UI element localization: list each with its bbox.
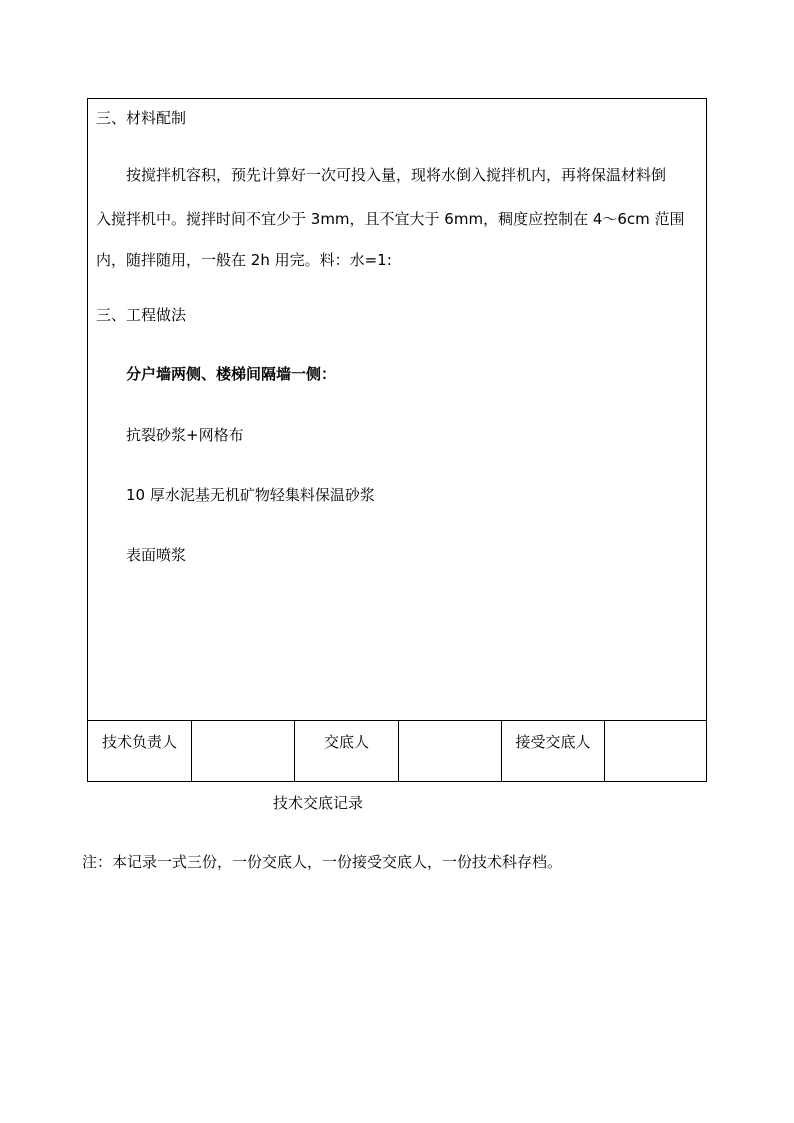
disclosure-table [87,98,707,782]
briefer-label: 交底人 [295,721,399,781]
method-layer-1: 抗裂砂浆+网格布 [126,426,244,444]
materials-paragraph-line-1: 按搅拌机容积，预先计算好一次可投入量，现将水倒入搅拌机内，再将保温材料倒 [126,166,667,184]
briefer-value [399,721,502,781]
receiver-label: 接受交底人 [502,721,605,781]
method-layer-3: 表面喷浆 [126,546,187,564]
footnote: 注：本记录一式三份，一份交底人，一份接受交底人，一份技术科存档。 [82,853,563,871]
table-caption: 技术交底记录 [273,794,364,812]
materials-paragraph-line-3: 内，随拌随用，一般在 2h 用完。料：水=1: [96,251,392,269]
method-layer-2: 10 厚水泥基无机矿物轻集料保温砂浆 [126,486,375,504]
tech-lead-label: 技术负责人 [88,721,192,781]
content-cell [88,99,706,719]
signature-row [88,720,706,781]
tech-lead-value [192,721,295,781]
method-subheading: 分户墙两侧、楼梯间隔墙一侧： [126,365,337,383]
materials-paragraph-line-2: 入搅拌机中。搅拌时间不宜少于 3mm，且不宜大于 6mm，稠度应控制在 4～6cm 范围 [96,210,685,228]
receiver-value [605,721,706,781]
materials-heading: 三、材料配制 [96,109,187,127]
method-heading: 三、工程做法 [96,306,187,324]
